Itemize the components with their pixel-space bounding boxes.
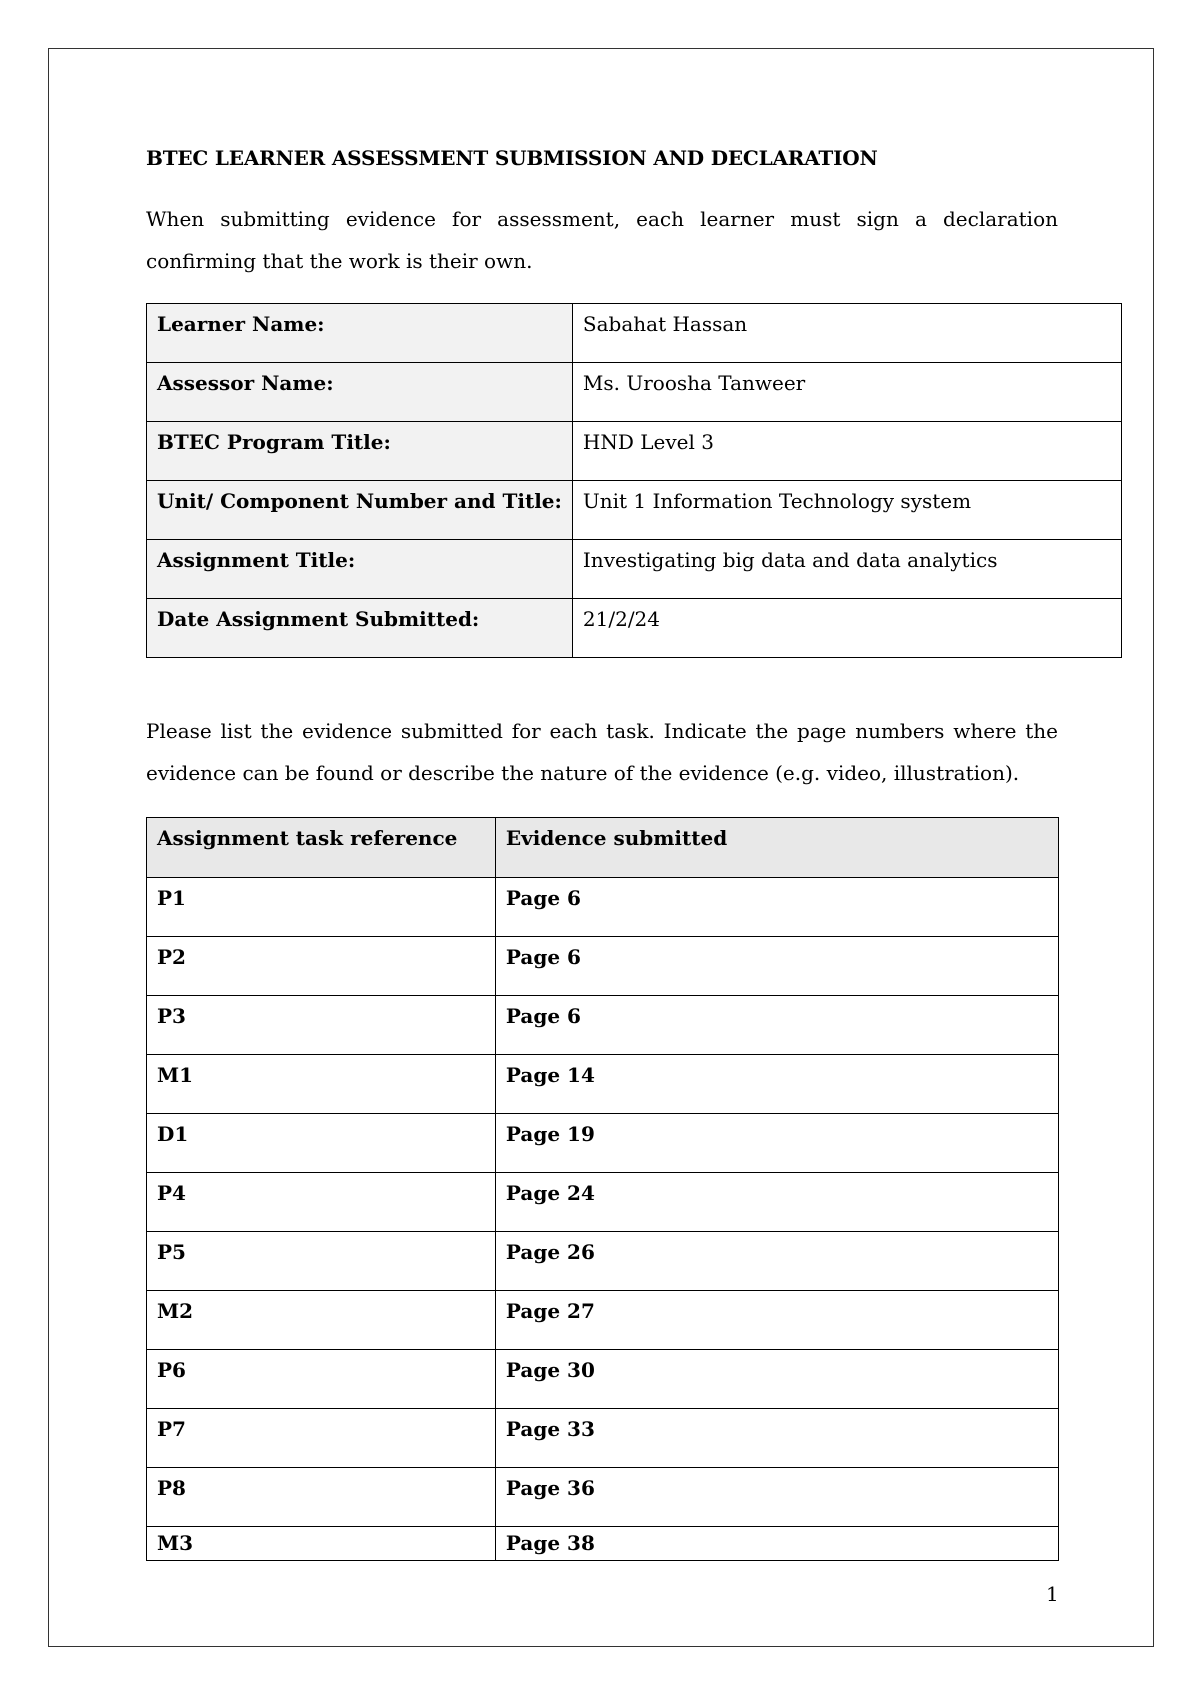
info-row-unit-title bbox=[147, 481, 1122, 540]
table-row bbox=[147, 1055, 1059, 1114]
info-value: 21/2/24 bbox=[572, 599, 1121, 658]
info-row-assessor-name bbox=[147, 363, 1122, 422]
task-reference-cell: M2 bbox=[147, 1291, 496, 1350]
task-reference-cell: P8 bbox=[147, 1468, 496, 1527]
info-value: Investigating big data and data analytics bbox=[572, 540, 1121, 599]
evidence-cell: Page 6 bbox=[495, 937, 1058, 996]
evidence-header-row bbox=[147, 818, 1059, 878]
table-row bbox=[147, 1409, 1059, 1468]
info-label: Unit/ Component Number and Title: bbox=[147, 481, 573, 540]
evidence-cell: Page 33 bbox=[495, 1409, 1058, 1468]
info-value: Sabahat Hassan bbox=[572, 304, 1121, 363]
evidence-instructions: Please list the evidence submitted for each task. Indicate the page numbers where the evidence can be found or describe the nature of the evidence (e.g. video, illustration). bbox=[146, 719, 1058, 785]
info-row-learner-name bbox=[147, 304, 1122, 363]
info-label: Assignment Title: bbox=[147, 540, 573, 599]
info-row-date-submitted bbox=[147, 599, 1122, 658]
evidence-cell: Page 26 bbox=[495, 1232, 1058, 1291]
task-reference-cell: M1 bbox=[147, 1055, 496, 1114]
task-reference-cell: P7 bbox=[147, 1409, 496, 1468]
header-evidence-submitted: Evidence submitted bbox=[495, 818, 1058, 878]
info-value: HND Level 3 bbox=[572, 422, 1121, 481]
table-row bbox=[147, 1350, 1059, 1409]
evidence-cell: Page 38 bbox=[495, 1527, 1058, 1561]
info-label: BTEC Program Title: bbox=[147, 422, 573, 481]
learner-info-table bbox=[146, 303, 1122, 658]
evidence-cell: Page 6 bbox=[495, 996, 1058, 1055]
table-row bbox=[147, 1114, 1059, 1173]
info-label: Learner Name: bbox=[147, 304, 573, 363]
task-reference-cell: D1 bbox=[147, 1114, 496, 1173]
evidence-cell: Page 14 bbox=[495, 1055, 1058, 1114]
task-reference-cell: P4 bbox=[147, 1173, 496, 1232]
table-row bbox=[147, 1232, 1059, 1291]
task-reference-cell: P1 bbox=[147, 878, 496, 937]
table-row bbox=[147, 1291, 1059, 1350]
table-row bbox=[147, 937, 1059, 996]
info-row-assignment-title bbox=[147, 540, 1122, 599]
task-reference-cell: M3 bbox=[147, 1527, 496, 1561]
task-reference-cell: P3 bbox=[147, 996, 496, 1055]
evidence-cell: Page 27 bbox=[495, 1291, 1058, 1350]
evidence-cell: Page 30 bbox=[495, 1350, 1058, 1409]
info-value: Ms. Uroosha Tanweer bbox=[572, 363, 1121, 422]
task-reference-cell: P2 bbox=[147, 937, 496, 996]
evidence-cell: Page 36 bbox=[495, 1468, 1058, 1527]
task-reference-cell: P6 bbox=[147, 1350, 496, 1409]
info-value: Unit 1 Information Technology system bbox=[572, 481, 1121, 540]
evidence-cell: Page 19 bbox=[495, 1114, 1058, 1173]
page-number: 1 bbox=[1046, 1582, 1059, 1606]
info-label: Date Assignment Submitted: bbox=[147, 599, 573, 658]
table-row bbox=[147, 996, 1059, 1055]
table-row bbox=[147, 878, 1059, 937]
intro-paragraph: When submitting evidence for assessment, each learner must sign a declaration confirming that the work is their own. bbox=[146, 207, 1058, 273]
document-heading: BTEC LEARNER ASSESSMENT SUBMISSION AND DECLARATION bbox=[146, 146, 878, 170]
evidence-cell: Page 24 bbox=[495, 1173, 1058, 1232]
table-row bbox=[147, 1468, 1059, 1527]
table-row bbox=[147, 1527, 1059, 1561]
evidence-table bbox=[146, 817, 1059, 1561]
info-label: Assessor Name: bbox=[147, 363, 573, 422]
info-row-program-title bbox=[147, 422, 1122, 481]
evidence-cell: Page 6 bbox=[495, 878, 1058, 937]
header-task-reference: Assignment task reference bbox=[147, 818, 496, 878]
task-reference-cell: P5 bbox=[147, 1232, 496, 1291]
table-row bbox=[147, 1173, 1059, 1232]
